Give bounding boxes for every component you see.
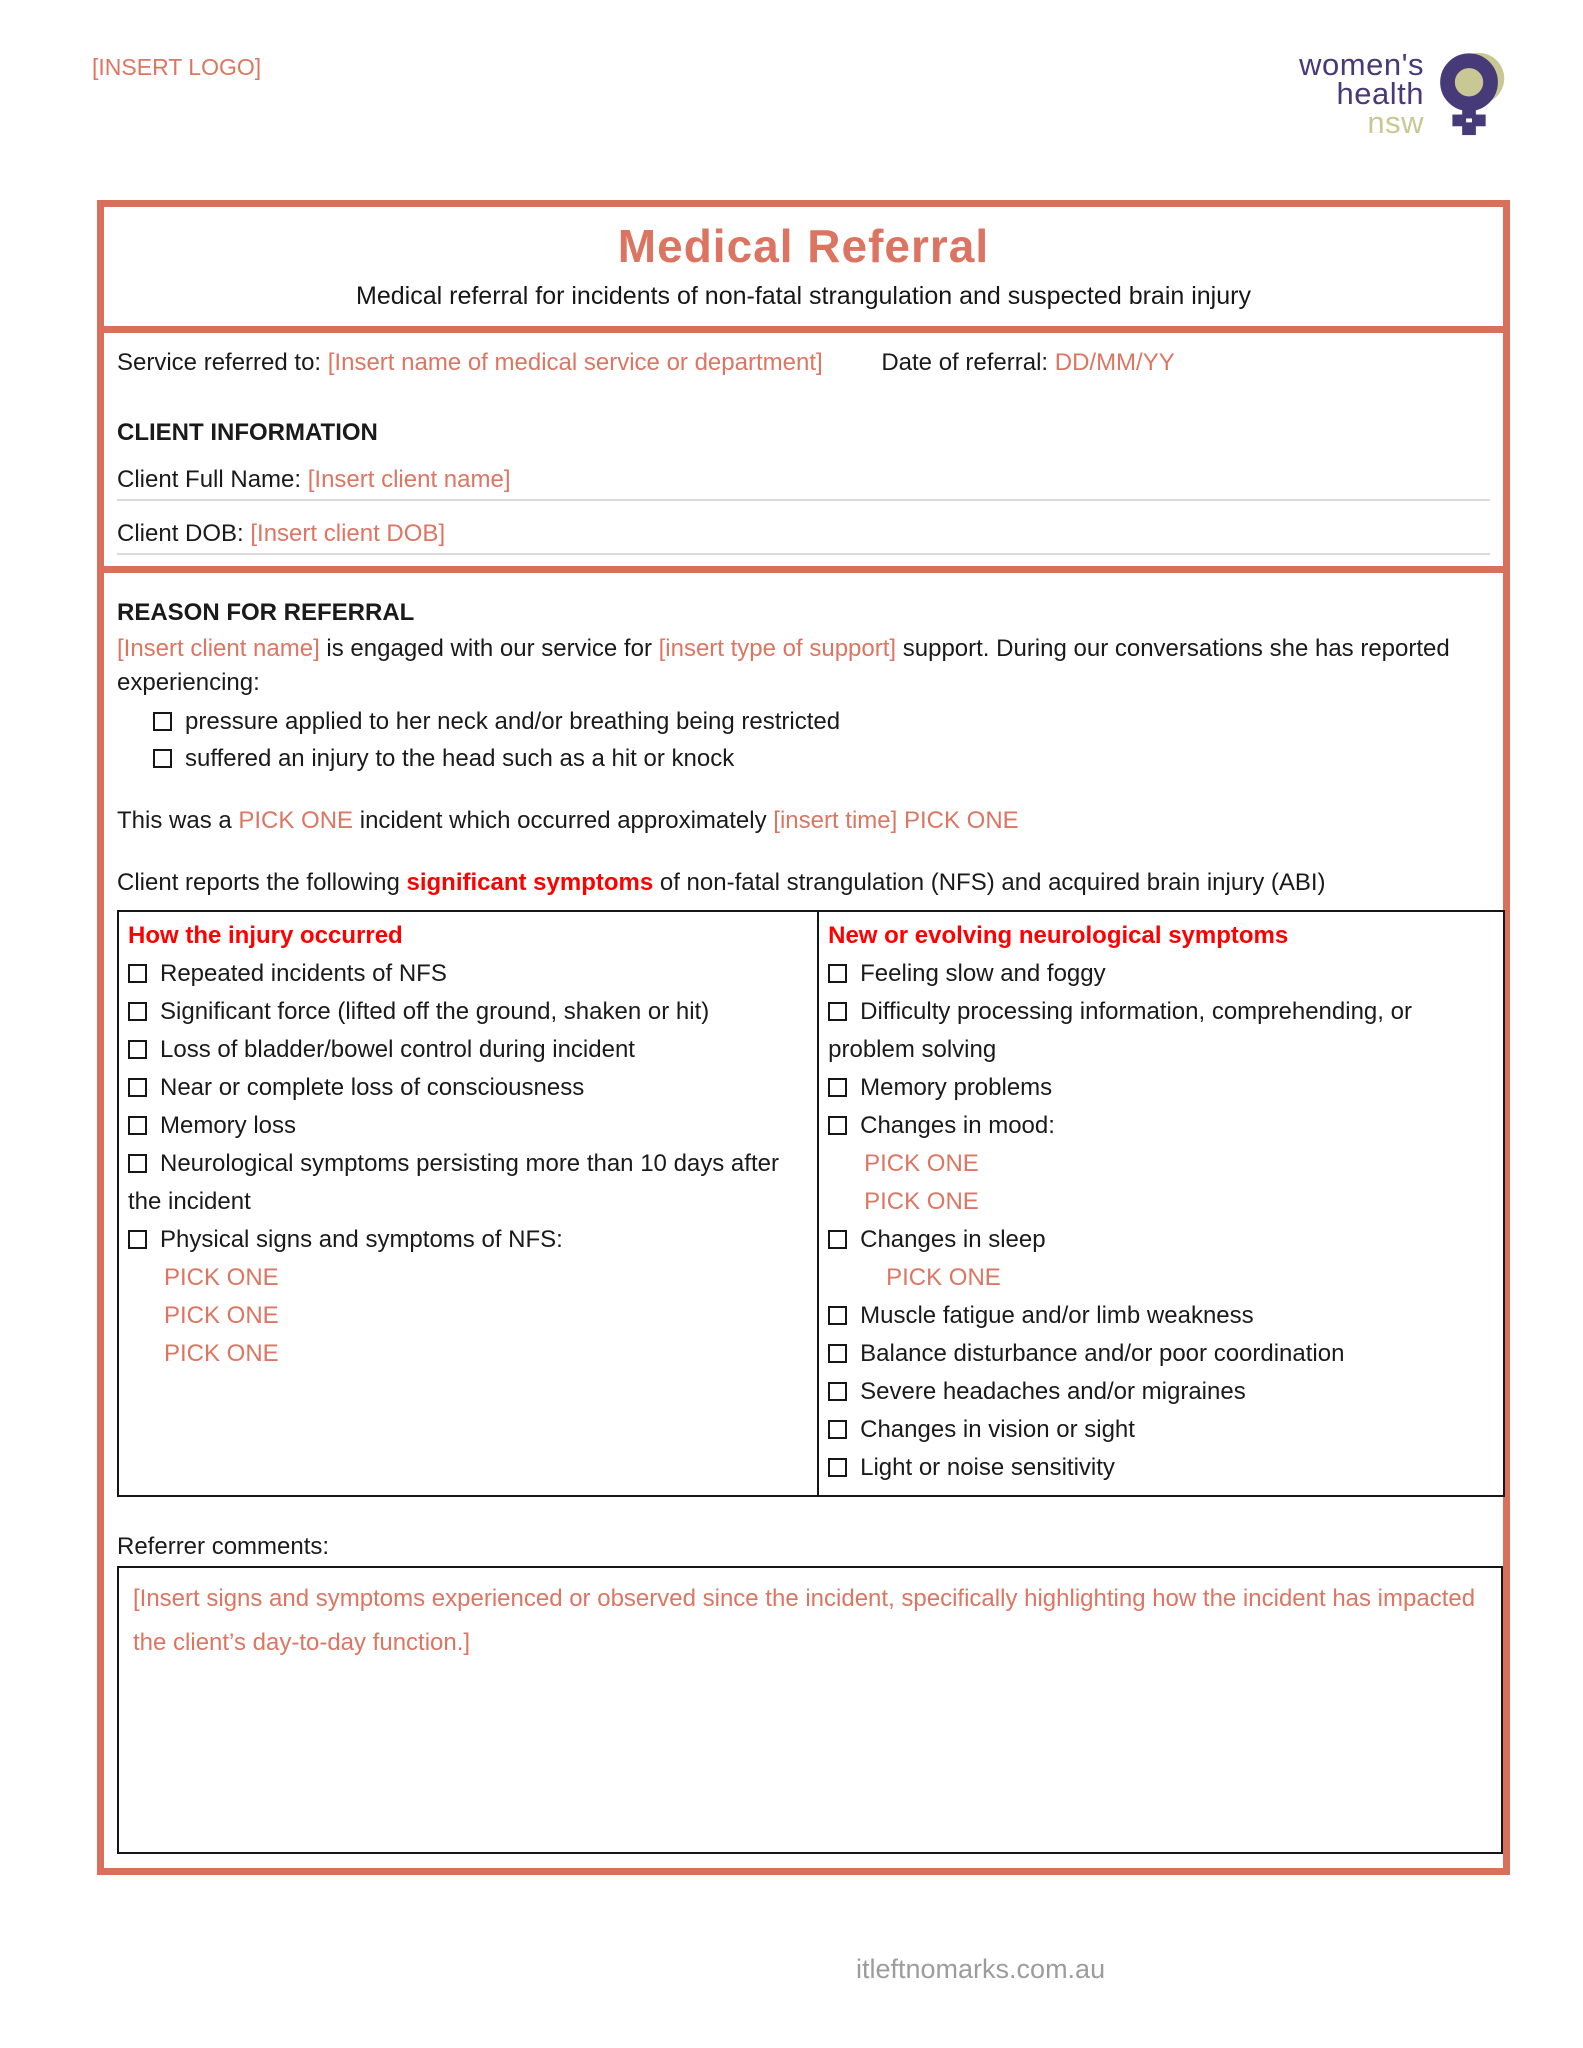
client-dob-field xyxy=(117,520,1490,548)
checklist-item-label: suffered an injury to the head such as a hit or knock xyxy=(185,745,735,772)
checklist-item xyxy=(128,1221,807,1259)
checklist-item-label: Repeated incidents of NFS xyxy=(160,960,447,987)
insert-support-type-placeholder[interactable]: [insert type of support] xyxy=(658,635,897,662)
checkbox-icon[interactable] xyxy=(828,1002,847,1021)
title-section xyxy=(104,207,1503,326)
client-name-field xyxy=(117,466,1490,494)
checkbox-icon[interactable] xyxy=(828,1420,847,1439)
symptoms-text-2: of non-fatal strangulation (NFS) and acquired brain injury (ABI) xyxy=(653,869,1326,896)
incident-pick-one-dropdown[interactable]: PICK ONE xyxy=(238,807,354,834)
checklist-item xyxy=(128,993,807,1031)
pick-one-dropdown[interactable] xyxy=(128,1297,807,1335)
checkbox-icon[interactable] xyxy=(828,1230,847,1249)
checklist-item xyxy=(828,1069,1493,1107)
insert-client-name-placeholder[interactable]: [Insert client name] xyxy=(117,635,320,662)
checklist-item xyxy=(828,1411,1493,1449)
checkbox-icon[interactable] xyxy=(128,1078,147,1097)
female-symbol-icon xyxy=(1431,50,1509,143)
logo-line-womens: women's xyxy=(1299,47,1424,82)
pick-one-label: PICK ONE xyxy=(164,1340,279,1367)
checklist-item xyxy=(117,740,1490,777)
neurological-symptoms-cell xyxy=(818,911,1504,1496)
service-referred-line xyxy=(117,349,1490,377)
checkbox-icon[interactable] xyxy=(128,1116,147,1135)
checklist-item-label: Physical signs and symptoms of NFS: xyxy=(160,1226,563,1253)
checklist-item xyxy=(828,1221,1493,1259)
document-subtitle: Medical referral for incidents of non-fatal strangulation and suspected brain injury xyxy=(356,282,1251,310)
checkbox-icon[interactable] xyxy=(828,1458,847,1477)
logo-wordmark xyxy=(1299,47,1424,140)
reported-experiences-checklist xyxy=(117,703,1490,777)
checklist-item-label: Memory problems xyxy=(860,1074,1053,1101)
checkbox-icon[interactable] xyxy=(153,712,172,731)
checkbox-icon[interactable] xyxy=(128,1230,147,1249)
checklist-item-label: Changes in mood: xyxy=(860,1112,1055,1139)
pick-one-dropdown[interactable] xyxy=(828,1145,1493,1183)
injury-occurred-checklist xyxy=(128,955,807,1373)
checkbox-icon[interactable] xyxy=(128,1002,147,1021)
reason-intro-paragraph xyxy=(117,632,1457,700)
pick-one-dropdown[interactable] xyxy=(828,1183,1493,1221)
checkbox-icon[interactable] xyxy=(128,964,147,983)
service-name-placeholder[interactable]: [Insert name of medical service or department] xyxy=(327,349,823,376)
checklist-item xyxy=(128,1031,807,1069)
neurological-symptoms-checklist xyxy=(828,955,1493,1487)
incident-text-2: incident which occurred approximately xyxy=(353,807,774,834)
checklist-item-label: Loss of bladder/bowel control during incident xyxy=(160,1036,635,1063)
reason-for-referral-heading: REASON FOR REFERRAL xyxy=(117,599,415,626)
insert-logo-placeholder[interactable]: [INSERT LOGO] xyxy=(92,54,262,80)
client-info-section xyxy=(104,326,1503,566)
client-dob-underline xyxy=(117,553,1490,555)
checklist-item xyxy=(117,703,1490,740)
checkbox-icon[interactable] xyxy=(828,1078,847,1097)
date-of-referral-placeholder[interactable]: DD/MM/YY xyxy=(1054,349,1175,376)
reason-section xyxy=(104,566,1503,1868)
checklist-item-label: Changes in vision or sight xyxy=(860,1416,1135,1443)
neurological-symptoms-heading: New or evolving neurological symptoms xyxy=(828,922,1289,949)
checklist-item xyxy=(828,1335,1493,1373)
checkbox-icon[interactable] xyxy=(828,1344,847,1363)
client-name-underline xyxy=(117,499,1490,501)
checklist-item-label: Feeling slow and foggy xyxy=(860,960,1106,987)
checkbox-icon[interactable] xyxy=(828,1382,847,1401)
symptoms-intro-line xyxy=(117,867,1482,899)
checklist-item xyxy=(828,1449,1493,1487)
client-name-label: Client Full Name: xyxy=(117,466,302,493)
symptoms-table-row xyxy=(118,911,1504,1496)
pick-one-label: PICK ONE xyxy=(164,1302,279,1329)
checklist-item-label: Memory loss xyxy=(160,1112,297,1139)
client-name-placeholder[interactable]: [Insert client name] xyxy=(307,466,511,493)
incident-text-1: This was a xyxy=(117,807,239,834)
checklist-item xyxy=(828,1107,1493,1145)
injury-occurred-heading: How the injury occurred xyxy=(128,922,403,949)
checklist-item-label: Changes in sleep xyxy=(860,1226,1046,1253)
checkbox-icon[interactable] xyxy=(828,1306,847,1325)
pick-one-label: PICK ONE xyxy=(886,1264,1001,1291)
pick-one-dropdown[interactable] xyxy=(828,1259,1493,1297)
client-information-heading: CLIENT INFORMATION xyxy=(117,419,378,446)
checklist-item xyxy=(128,1069,807,1107)
checklist-item-label: Balance disturbance and/or poor coordination xyxy=(860,1340,1345,1367)
referrer-comments-label: Referrer comments: xyxy=(117,1533,330,1560)
incident-time-placeholder[interactable]: [insert time] PICK ONE xyxy=(773,807,1019,834)
checklist-item-label: Muscle fatigue and/or limb weakness xyxy=(860,1302,1254,1329)
reason-intro-text-2: support. During our conversations she has reported experiencing: xyxy=(117,635,1450,696)
checklist-item-label: pressure applied to her neck and/or breathing being restricted xyxy=(185,708,841,735)
checklist-item xyxy=(128,1145,807,1221)
pick-one-label: PICK ONE xyxy=(864,1188,979,1215)
symptoms-table xyxy=(117,910,1505,1497)
checklist-item xyxy=(828,1373,1493,1411)
injury-occurred-cell xyxy=(118,911,818,1496)
pick-one-label: PICK ONE xyxy=(164,1264,279,1291)
pick-one-dropdown[interactable] xyxy=(128,1335,807,1373)
referral-form-body xyxy=(97,200,1510,1875)
checkbox-icon[interactable] xyxy=(828,1116,847,1135)
checklist-item xyxy=(828,1297,1493,1335)
womens-health-nsw-logo xyxy=(1299,47,1509,143)
checkbox-icon[interactable] xyxy=(128,1154,147,1173)
logo-line-nsw: nsw xyxy=(1367,105,1424,140)
checklist-item xyxy=(828,955,1493,993)
checklist-item-label: Significant force (lifted off the ground, shaken or hit) xyxy=(160,998,710,1025)
checklist-item xyxy=(828,993,1493,1069)
logo-line-health: health xyxy=(1336,76,1424,111)
significant-symptoms-emphasis: significant symptoms xyxy=(406,869,654,896)
checklist-item-label: Difficulty processing information, comprehending, or problem solving xyxy=(828,998,1412,1063)
checklist-item-label: Near or complete loss of consciousness xyxy=(160,1074,585,1101)
pick-one-label: PICK ONE xyxy=(864,1150,979,1177)
checkbox-icon[interactable] xyxy=(828,964,847,983)
checklist-item xyxy=(128,955,807,993)
client-dob-placeholder[interactable]: [Insert client DOB] xyxy=(250,520,446,547)
client-dob-label: Client DOB: xyxy=(117,520,244,547)
document-title: Medical Referral xyxy=(617,220,990,272)
checklist-item-label: Neurological symptoms persisting more than 10 days after the incident xyxy=(128,1150,779,1215)
symptoms-text-1: Client reports the following xyxy=(117,869,407,896)
service-referred-label: Service referred to: xyxy=(117,349,322,376)
checkbox-icon[interactable] xyxy=(128,1040,147,1059)
incident-line xyxy=(117,804,1490,838)
footer-website: itleftnomarks.com.au xyxy=(856,1954,1106,1984)
referrer-comments-box[interactable]: [Insert signs and symptoms experienced or observed since the incident, specifically highlighting how the incident has impacted the client’s day-to-day function.] xyxy=(117,1566,1503,1854)
checklist-item-label: Severe headaches and/or migraines xyxy=(860,1378,1246,1405)
pick-one-dropdown[interactable] xyxy=(128,1259,807,1297)
checklist-item-label: Light or noise sensitivity xyxy=(860,1454,1115,1481)
checklist-item xyxy=(128,1107,807,1145)
reason-intro-text-1: is engaged with our service for xyxy=(319,635,659,662)
checkbox-icon[interactable] xyxy=(153,749,172,768)
date-of-referral-label: Date of referral: xyxy=(881,349,1049,376)
